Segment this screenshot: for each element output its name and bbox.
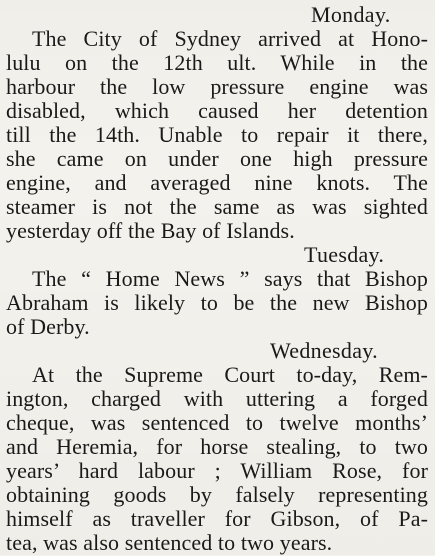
dateline-wednesday: Wednesday. [270, 338, 378, 363]
text-line: Abraham is likely to be the new Bishop [6, 290, 428, 315]
text-line: obtaining goods by falsely representing [6, 482, 428, 507]
text-line: ington, charged with uttering a forged [6, 386, 428, 411]
text-line: At the Supreme Court to-day, Rem- [32, 362, 428, 387]
dateline-tuesday: Tuesday. [304, 242, 385, 267]
dateline-monday: Monday. [311, 2, 391, 27]
text-line: and Heremia, for horse stealing, to two [6, 434, 428, 459]
text-line: disabled, which caused her detention [6, 98, 428, 123]
text-line: till the 14th. Unable to repair it there, [6, 122, 428, 147]
text-line: The “ Home News ” says that Bishop [32, 266, 428, 291]
text-line: harbour the low pressure engine was [6, 74, 428, 99]
text-line: engine, and averaged nine knots. The [6, 170, 428, 195]
text-line: The City of Sydney arrived at Hono- [32, 26, 428, 51]
text-line: she came on under one high pressure [6, 146, 428, 171]
text-line: cheque, was sentenced to twelve months’ [6, 410, 428, 435]
text-line: yesterday off the Bay of Islands. [6, 218, 295, 243]
text-line: tea, was also sentenced to two years. [6, 530, 333, 555]
text-line: steamer is not the same as was sighted [6, 194, 428, 219]
text-line: of Derby. [6, 314, 90, 339]
text-line: himself as traveller for Gibson, of Pa- [6, 506, 428, 531]
text-line: years’ hard labour ; William Rose, for [6, 458, 428, 483]
text-line: lulu on the 12th ult. While in the [6, 50, 428, 75]
